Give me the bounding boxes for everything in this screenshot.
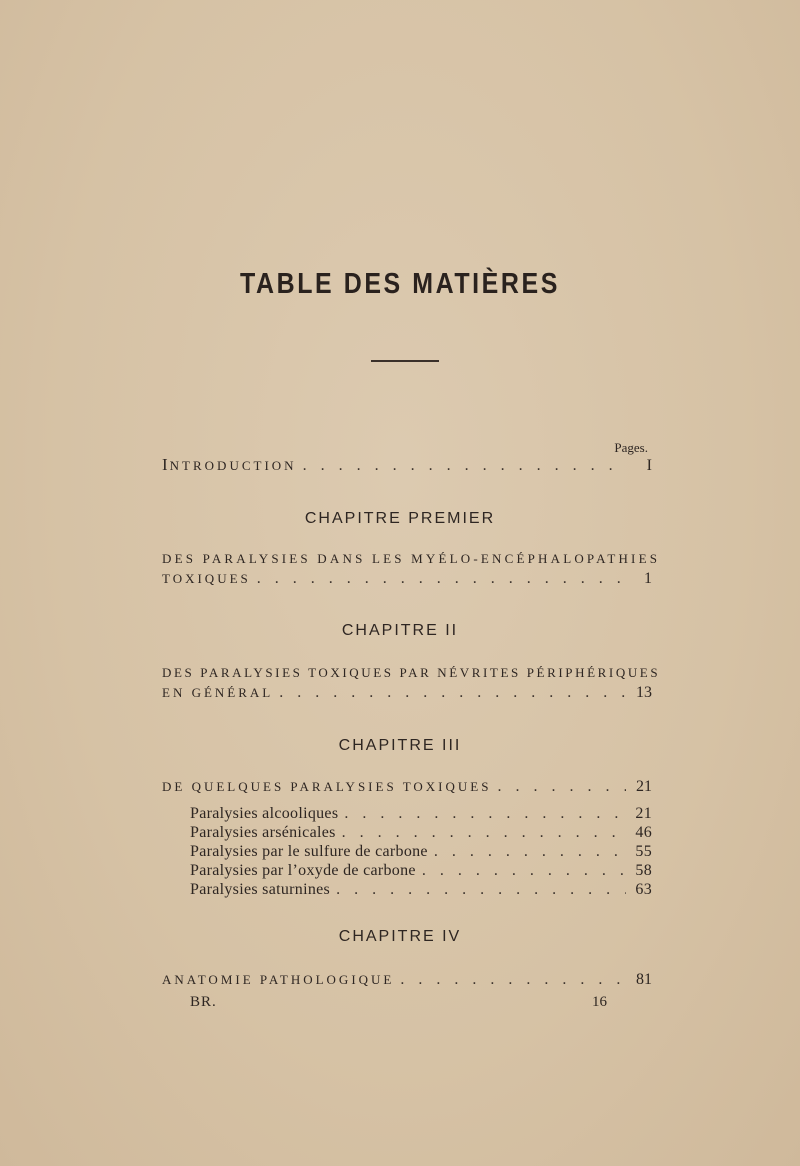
- page-number: 55: [635, 843, 652, 860]
- page-number: 1: [644, 570, 652, 587]
- page-number: 58: [635, 862, 652, 879]
- leader-dots: [336, 881, 626, 899]
- leader-dots: [422, 862, 626, 880]
- page-number: 81: [636, 971, 652, 988]
- entry-label: DES PARALYSIES TOXIQUES PAR NÉVRITES PÉRIPHÉRIQUES: [162, 665, 661, 680]
- leader-dots: [279, 684, 626, 702]
- leader-dots: [303, 457, 626, 475]
- toc-entry-chapter-2: [162, 664, 661, 702]
- printer-signature: BR.: [190, 994, 217, 1010]
- page-number: 13: [636, 684, 652, 701]
- page-number: I: [646, 457, 652, 474]
- leader-dots: [344, 805, 626, 823]
- entry-label: Paralysies alcooliques: [190, 805, 339, 822]
- chapter-heading-1: CHAPITRE PREMIER: [304, 510, 496, 527]
- page-title: TABLE DES MATIÈRES: [240, 268, 560, 300]
- page-number: 46: [635, 824, 652, 841]
- toc-entry-chapter-3: [162, 778, 652, 796]
- toc-subentry: [190, 824, 652, 842]
- page-number: 21: [635, 805, 652, 822]
- toc-subentry: [190, 805, 652, 823]
- entry-label: DES PARALYSIES DANS LES MYÉLO-ENCÉPHALOPATHIES: [162, 551, 661, 566]
- page-number: 21: [636, 778, 652, 795]
- page-number: 63: [635, 881, 652, 898]
- entry-label-continued: TOXIQUES: [162, 571, 251, 586]
- toc-subentry: [190, 862, 652, 880]
- entry-label: ANATOMIE PATHOLOGIQUE: [162, 972, 395, 987]
- entry-label: INTRODUCTION: [162, 455, 297, 474]
- toc-subentry: [190, 843, 652, 861]
- leader-dots: [400, 971, 626, 989]
- chapter-heading-4: CHAPITRE IV: [338, 928, 462, 945]
- entry-label: DE QUELQUES PARALYSIES TOXIQUES: [162, 779, 492, 794]
- toc-entry-introduction: [162, 456, 652, 475]
- entry-label: Paralysies par le sulfure de carbone: [190, 843, 428, 860]
- chapter-heading-2: CHAPITRE II: [341, 622, 459, 639]
- leader-dots: [342, 824, 626, 842]
- chapter-heading-3: CHAPITRE III: [338, 737, 462, 754]
- toc-entry-chapter-1: [162, 550, 661, 588]
- entry-label: Paralysies arsénicales: [190, 824, 336, 841]
- entry-label-continued: EN GÉNÉRAL: [162, 685, 274, 700]
- entry-label: Paralysies par l’oxyde de carbone: [190, 862, 416, 879]
- leader-dots: [257, 570, 626, 588]
- leader-dots: [434, 843, 626, 861]
- title-rule: [371, 360, 439, 362]
- toc-entry-chapter-4: [162, 971, 652, 989]
- toc-subentry: [190, 881, 652, 899]
- sheet-number: 16: [592, 994, 607, 1010]
- leader-dots: [497, 778, 626, 796]
- pages-column-label: Pages.: [614, 440, 648, 455]
- entry-label: Paralysies saturnines: [190, 881, 331, 898]
